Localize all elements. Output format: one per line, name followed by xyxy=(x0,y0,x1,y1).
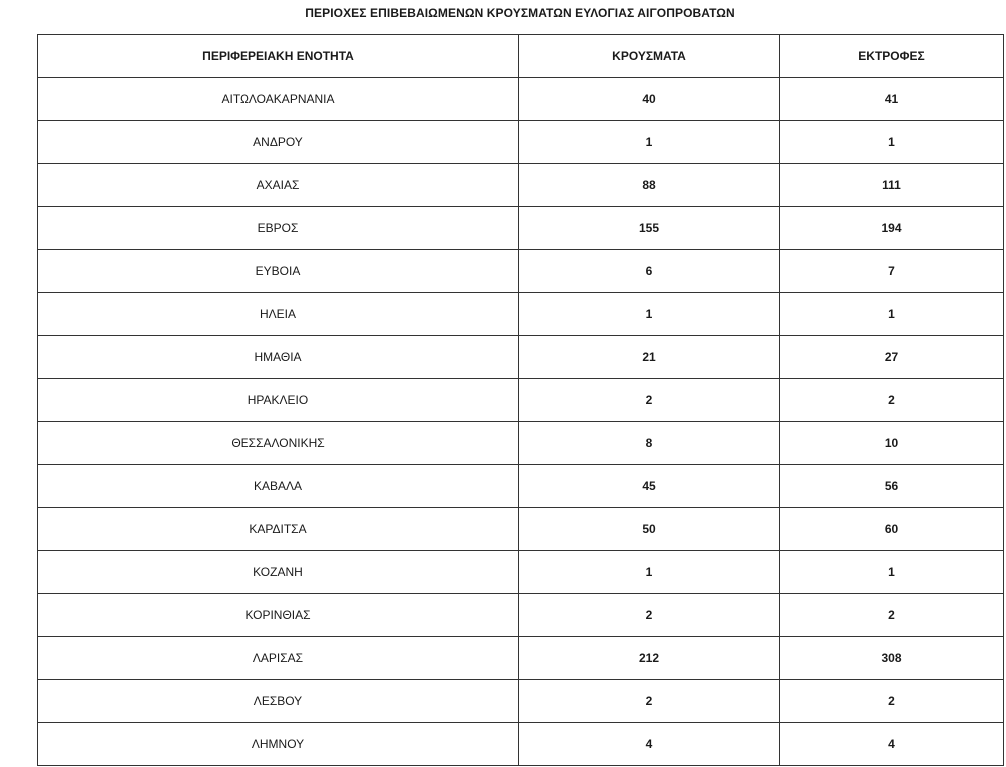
table-row xyxy=(38,680,1004,723)
farms-cell: 4 xyxy=(780,723,1004,766)
cases-cell: 1 xyxy=(519,121,780,164)
region-cell: ΕΥΒΟΙΑ xyxy=(38,250,519,293)
farms-cell: 7 xyxy=(780,250,1004,293)
table-row xyxy=(38,422,1004,465)
cases-cell: 45 xyxy=(519,465,780,508)
column-header-farms: ΕΚΤΡΟΦΕΣ xyxy=(780,35,1004,78)
farms-cell: 308 xyxy=(780,637,1004,680)
farms-cell: 1 xyxy=(780,293,1004,336)
region-cell: ΛΗΜΝΟΥ xyxy=(38,723,519,766)
table-row xyxy=(38,508,1004,551)
farms-cell: 2 xyxy=(780,594,1004,637)
region-cell: ΚΑΡΔΙΤΣΑ xyxy=(38,508,519,551)
region-cell: ΕΒΡΟΣ xyxy=(38,207,519,250)
cases-cell: 88 xyxy=(519,164,780,207)
cases-cell: 2 xyxy=(519,379,780,422)
page-title: ΠΕΡΙΟΧΕΣ ΕΠΙΒΕΒΑΙΩΜΕΝΩΝ ΚΡΟΥΣΜΑΤΩΝ ΕΥΛΟΓΙΑΣ ΑΙΓΟΠΡΟΒΑΤΩΝ xyxy=(305,6,735,20)
table-row xyxy=(38,250,1004,293)
region-cell: ΚΟΡΙΝΘΙΑΣ xyxy=(38,594,519,637)
farms-cell: 1 xyxy=(780,121,1004,164)
cases-table xyxy=(37,34,1004,766)
region-cell: ΗΜΑΘΙΑ xyxy=(38,336,519,379)
cases-cell: 8 xyxy=(519,422,780,465)
region-cell: ΚΟΖΑΝΗ xyxy=(38,551,519,594)
farms-cell: 111 xyxy=(780,164,1004,207)
farms-cell: 194 xyxy=(780,207,1004,250)
region-cell: ΛΑΡΙΣΑΣ xyxy=(38,637,519,680)
cases-cell: 21 xyxy=(519,336,780,379)
cases-cell: 50 xyxy=(519,508,780,551)
cases-cell: 1 xyxy=(519,293,780,336)
table-row xyxy=(38,207,1004,250)
farms-cell: 41 xyxy=(780,78,1004,121)
table-row xyxy=(38,121,1004,164)
cases-cell: 155 xyxy=(519,207,780,250)
table-row xyxy=(38,293,1004,336)
region-cell: ΑΝΔΡΟΥ xyxy=(38,121,519,164)
region-cell: ΚΑΒΑΛΑ xyxy=(38,465,519,508)
region-cell: ΑΙΤΩΛΟΑΚΑΡΝΑΝΙΑ xyxy=(38,78,519,121)
region-cell: ΛΕΣΒΟΥ xyxy=(38,680,519,723)
farms-cell: 2 xyxy=(780,379,1004,422)
cases-cell: 40 xyxy=(519,78,780,121)
cases-cell: 212 xyxy=(519,637,780,680)
farms-cell: 10 xyxy=(780,422,1004,465)
table-row xyxy=(38,637,1004,680)
column-header-region: ΠΕΡΙΦΕΡΕΙΑΚΗ ΕΝΟΤΗΤΑ xyxy=(38,35,519,78)
table-row xyxy=(38,465,1004,508)
farms-cell: 2 xyxy=(780,680,1004,723)
table-header-row xyxy=(38,35,1004,78)
table-row xyxy=(38,164,1004,207)
table-row xyxy=(38,551,1004,594)
farms-cell: 27 xyxy=(780,336,1004,379)
table-row xyxy=(38,594,1004,637)
farms-cell: 60 xyxy=(780,508,1004,551)
region-cell: ΑΧΑΙΑΣ xyxy=(38,164,519,207)
region-cell: ΘΕΣΣΑΛΟΝΙΚΗΣ xyxy=(38,422,519,465)
table-row xyxy=(38,379,1004,422)
cases-cell: 4 xyxy=(519,723,780,766)
cases-cell: 1 xyxy=(519,551,780,594)
cases-cell: 2 xyxy=(519,680,780,723)
region-cell: ΗΡΑΚΛΕΙΟ xyxy=(38,379,519,422)
table-row xyxy=(38,723,1004,766)
cases-cell: 2 xyxy=(519,594,780,637)
farms-cell: 56 xyxy=(780,465,1004,508)
table-row xyxy=(38,336,1004,379)
farms-cell: 1 xyxy=(780,551,1004,594)
column-header-cases: ΚΡΟΥΣΜΑΤΑ xyxy=(519,35,780,78)
table-row xyxy=(38,78,1004,121)
cases-cell: 6 xyxy=(519,250,780,293)
region-cell: ΗΛΕΙΑ xyxy=(38,293,519,336)
